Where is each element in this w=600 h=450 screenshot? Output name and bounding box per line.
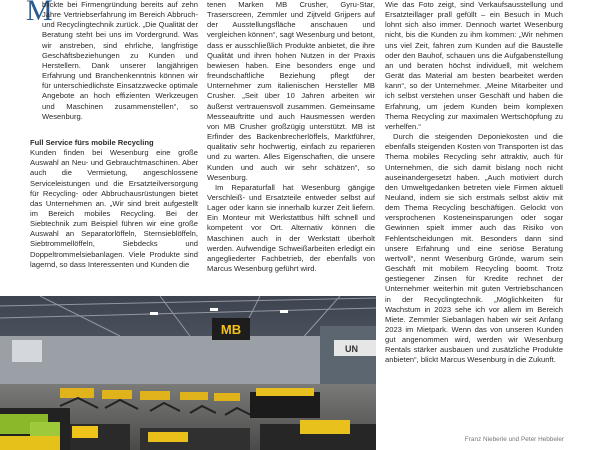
spacer (30, 122, 198, 130)
paragraph: Wie das Foto zeigt, sind Verkaufsausstellung und Ersatzteillager prall gefüllt – ein Besuch in Much lohnt sich also immer. Dennoch wartet Wesenburg nicht, bis die Kunden zu ihm kommen: „Wir nehmen uns viel Zeit, fahren zum Kunden auf die Baustelle oder den Bauhof, schauen uns die Aufgabenstellung an und beraten höchst individuell, mit welchem Gerät das Material am besten bearbeitet werden kann“, so der Unternehmer. „Meine Mitarbeiter und ich selbst verstehen unser Geschäft und haben die Erfahrung, um jedem Kunden beim komplexen Thema Recycling zur maximalen Wertschöpfung zu verhelfen.“ (385, 0, 563, 131)
paragraph: Im Reparaturfall hat Wesenburg gängige Verschleiß- und Ersatzteile entweder selbst auf Lager oder kann sie innerhalb kurzer Zeit liefern. Ein Monteur mit Werkstattbus hilft schnell und kompetent vor Ort. Alternativ können die Maschinen auch in der Werkstatt überholt werden. Aufwendige Schweißarbeiten erledigt ein angegliederter Fachbetrieb, der ebenfalls von Marcus Wesenburg geführt wird. (207, 182, 375, 274)
paragraph: blickte bei Firmengründung bereits auf zehn Jahre Vertriebserfahrung im Bereich Abbruch- und Recyclingtechnik zurück. „Die Qualität der Beratung steht bei uns im Vordergrund. Was wir anstreben, sind ehrliche, langfristige Geschäftsbeziehungen zu Kunden und Herstellern. Dank unserer langjährigen Erfahrung und Branchenkenntnis können wir für unterschiedlichste Einsatzzwecke optimale Angebote an hoch effizienten Werkzeugen und Maschinen zusammenstellen“, so Wesenburg. (42, 0, 198, 121)
warehouse-photo (0, 296, 376, 450)
section-subheading: Full Service fürs mobile Recycling (30, 137, 154, 147)
text-column-1 (30, 0, 198, 270)
drop-cap: M (26, 0, 53, 27)
warehouse-illustration (0, 296, 376, 450)
text-column-2 (207, 0, 375, 274)
paragraph: tenen Marken MB Crusher, Gyru-Star, Traserscreen, Zemmler und Zijtveld Grijpers auf der Ausstellungsfläche anschauen und vergleichen können“, sagt Wesenburg und betont, dass er ausschließlich Produkte anbietet, die ihre Qualität und ihren hohen Nutzen in der Praxis bewiesen haben. Eine besonders enge und freundschaftliche Beziehung pflegt der Unternehmer zum italienischen Hersteller MB Crusher. „Seit über 10 Jahren arbeiten wir äußerst vertrauensvoll zusammen. Gemeinsame Messeauftritte und auch Hausmessen werden von MB Crusher großzügig unterstützt. MB ist Erfinder des Backenbrecherlöffels, Marktführer, qualitativ sehr hochwertig, einfach zu reparieren und zu warten. Alles Eigenschaften, die unsere Kunden und auch wir sehr schätzen“, so Wesenburg. (207, 0, 375, 182)
paragraph: Durch die steigenden Deponiekosten und die ebenfalls steigenden Kosten von Transporten ist das Thema mobiles Recycling sehr attraktiv, auch für Unternehmen, die sich damit bislang noch nicht auseinandergesetzt haben. „Auch motiviert durch den Umweltgedanken betreten viele Firmen aktuell Neuland, indem sie sich erstmals selbst aktiv mit dem Thema Recycling beschäftigen. Gelockt von versprochenen Kosteneinsparungen oder sogar Gewinnen spielt immer auch das Risiko von Fehlentscheidungen mit. Besonders dann sind unsere Erfahrung und eine seriöse Beratung wertvoll“, nennt Wesenburg Gründe, warum sein Geschäft mit mobilem Recycling boomt. Trotz gestiegener Zinsen für Kredite rechnet der Unternehmer weiterhin mit guten Vertriebschancen in der Recyclingtechnik. „Möglichkeiten für Wachstum in 2023 sehe ich vor allem im Bereich Miete. Zemmler Siebanlagen haben wir seit Anfang 2023 im Mietpark. Wenn das von unseren Kunden gut angenommen wird, werden wir Wesenburg Rentals stärker ausbauen und zusätzliche Produkte anbieten“, blickt Marcus Wesenburg in die Zukunft. (385, 132, 563, 365)
text-column-3 (385, 0, 563, 366)
side-sign-label: UN (345, 344, 358, 354)
brand-banner-label: MB (220, 322, 242, 337)
paragraph: Kunden finden bei Wesenburg eine große Auswahl an Neu- und Gebrauchtmaschinen. Aber auch die Vermietung, angeschlossene Serviceleistungen und die Ersatzteilversorgung für Recycling- oder Abbruchausrüstungen bietet das Unternehmen an. „Wir sind breit aufgestellt im Bereich mobiles Recycling. Bei der Siebtechnik zum Beispiel führen wir eine große Auswahl an Separatorlöffeln, Sternsieblöffeln, Siebtrommellöffeln, Siebdecks und Doppeltrommelsiebanlagen. Viele Produkte sind lagernd, so dass Interessenten und Kunden die (30, 148, 198, 269)
photo-credit: Franz Nieberle und Peter Hebbeler (464, 436, 564, 443)
